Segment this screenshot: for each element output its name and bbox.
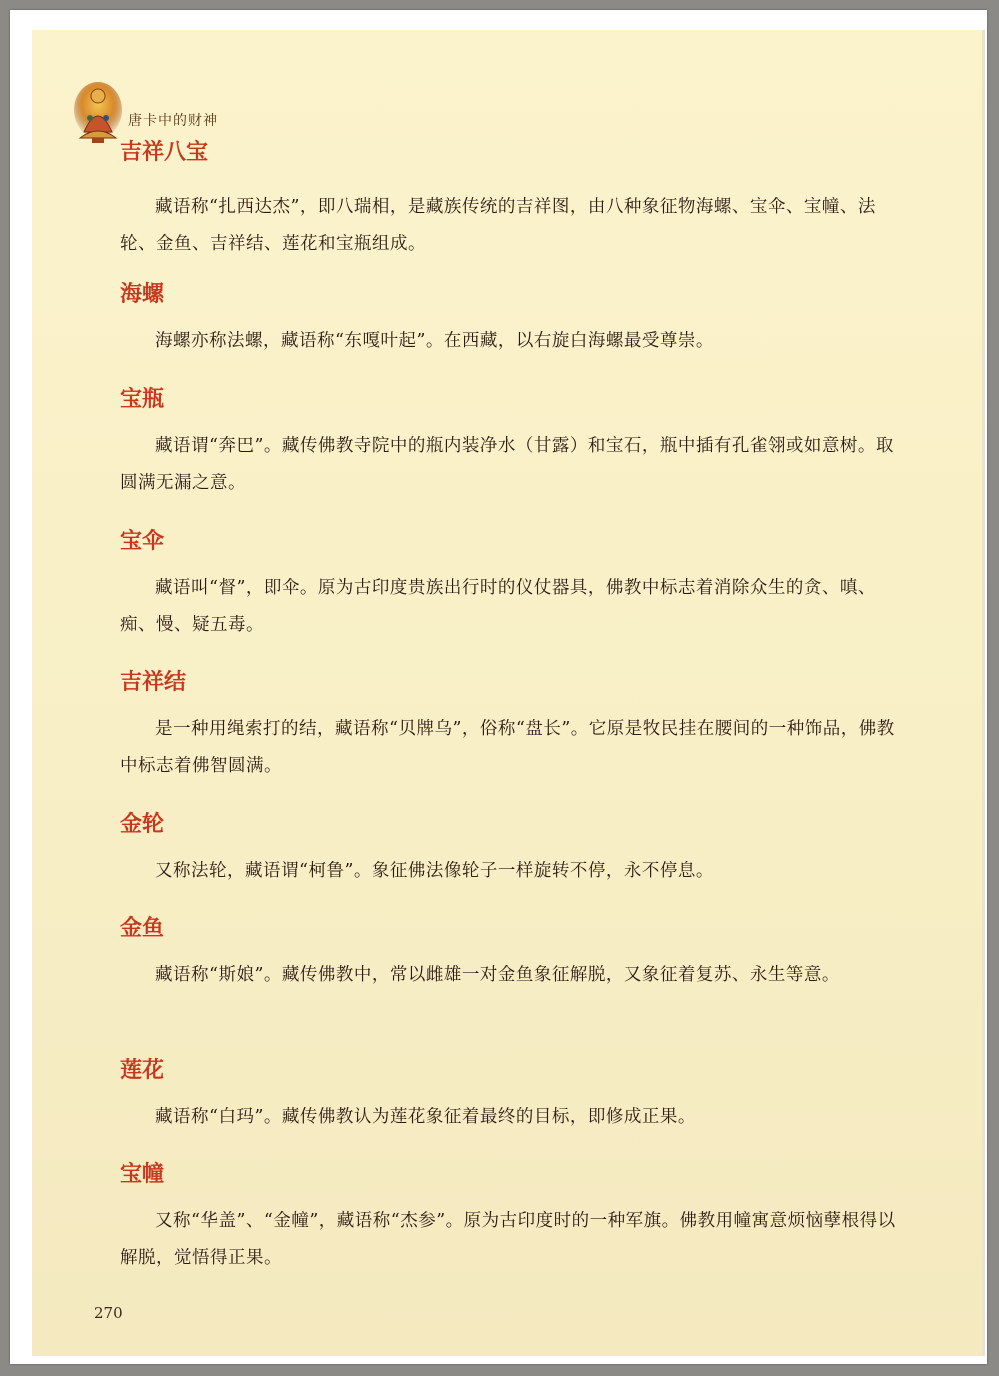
section-title: 宝幢 bbox=[120, 1162, 165, 1187]
section-body: 藏语谓“奔巴”。藏传佛教寺院中的瓶内装净水（甘露）和宝石，瓶中插有孔雀翎或如意树。取圆满无漏之意。 bbox=[120, 436, 894, 493]
section-body: 海螺亦称法螺，藏语称“东嘎叶起”。在西藏，以右旋白海螺最受尊崇。 bbox=[155, 331, 714, 351]
section-body: 藏语称“扎西达杰”，即八瑞相，是藏族传统的吉祥图，由八种象征物海螺、宝伞、宝幢、法轮、金鱼、吉祥结、莲花和宝瓶组成。 bbox=[120, 197, 876, 254]
book-page bbox=[32, 30, 985, 1356]
content bbox=[120, 137, 910, 1277]
section-golden-wheel bbox=[120, 809, 910, 913]
section-treasure-vase bbox=[120, 384, 910, 526]
section-title: 海螺 bbox=[120, 282, 165, 307]
section-lotus bbox=[120, 1055, 910, 1159]
section-title: 吉祥结 bbox=[120, 670, 187, 695]
section-title: 金轮 bbox=[120, 812, 165, 837]
thangka-deity-icon bbox=[72, 80, 124, 146]
section-body: 藏语称“白玛”。藏传佛教认为莲花象征着最终的目标，即修成正果。 bbox=[155, 1107, 696, 1127]
section-parasol bbox=[120, 526, 910, 667]
section-title: 宝伞 bbox=[120, 529, 165, 554]
page-number: 270 bbox=[94, 1304, 123, 1322]
section-conch bbox=[120, 279, 910, 384]
section-endless-knot bbox=[120, 667, 910, 809]
section-body: 藏语叫“督”，即伞。原为古印度贵族出行时的仪仗器具，佛教中标志着消除众生的贪、嗔、痴、慢、疑五毒。 bbox=[120, 578, 876, 635]
section-title: 莲花 bbox=[120, 1058, 165, 1083]
section-body: 是一种用绳索打的结，藏语称“贝牌乌”，俗称“盘长”。它原是牧民挂在腰间的一种饰品，佛教中标志着佛智圆满。 bbox=[120, 719, 895, 776]
section-title: 吉祥八宝 bbox=[120, 140, 209, 165]
section-body: 藏语称“斯娘”。藏传佛教中，常以雌雄一对金鱼象征解脱，又象征着复苏、永生等意。 bbox=[155, 965, 840, 985]
section-title: 金鱼 bbox=[120, 916, 165, 941]
page-frame bbox=[10, 10, 987, 1364]
section-golden-fish bbox=[120, 913, 910, 1055]
header-title: 唐卡中的财神 bbox=[128, 113, 218, 129]
section-body: 又称“华盖”、“金幢”，藏语称“杰参”。原为古印度时的一种军旗。佛教用幢寓意烦恼孽根得以解脱，觉悟得正果。 bbox=[120, 1211, 896, 1268]
section-body: 又称法轮，藏语谓“柯鲁”。象征佛法像轮子一样旋转不停，永不停息。 bbox=[155, 861, 714, 881]
section-title: 宝瓶 bbox=[120, 387, 165, 412]
section-victory-banner bbox=[120, 1159, 910, 1277]
section-auspicious-symbols bbox=[120, 137, 910, 279]
